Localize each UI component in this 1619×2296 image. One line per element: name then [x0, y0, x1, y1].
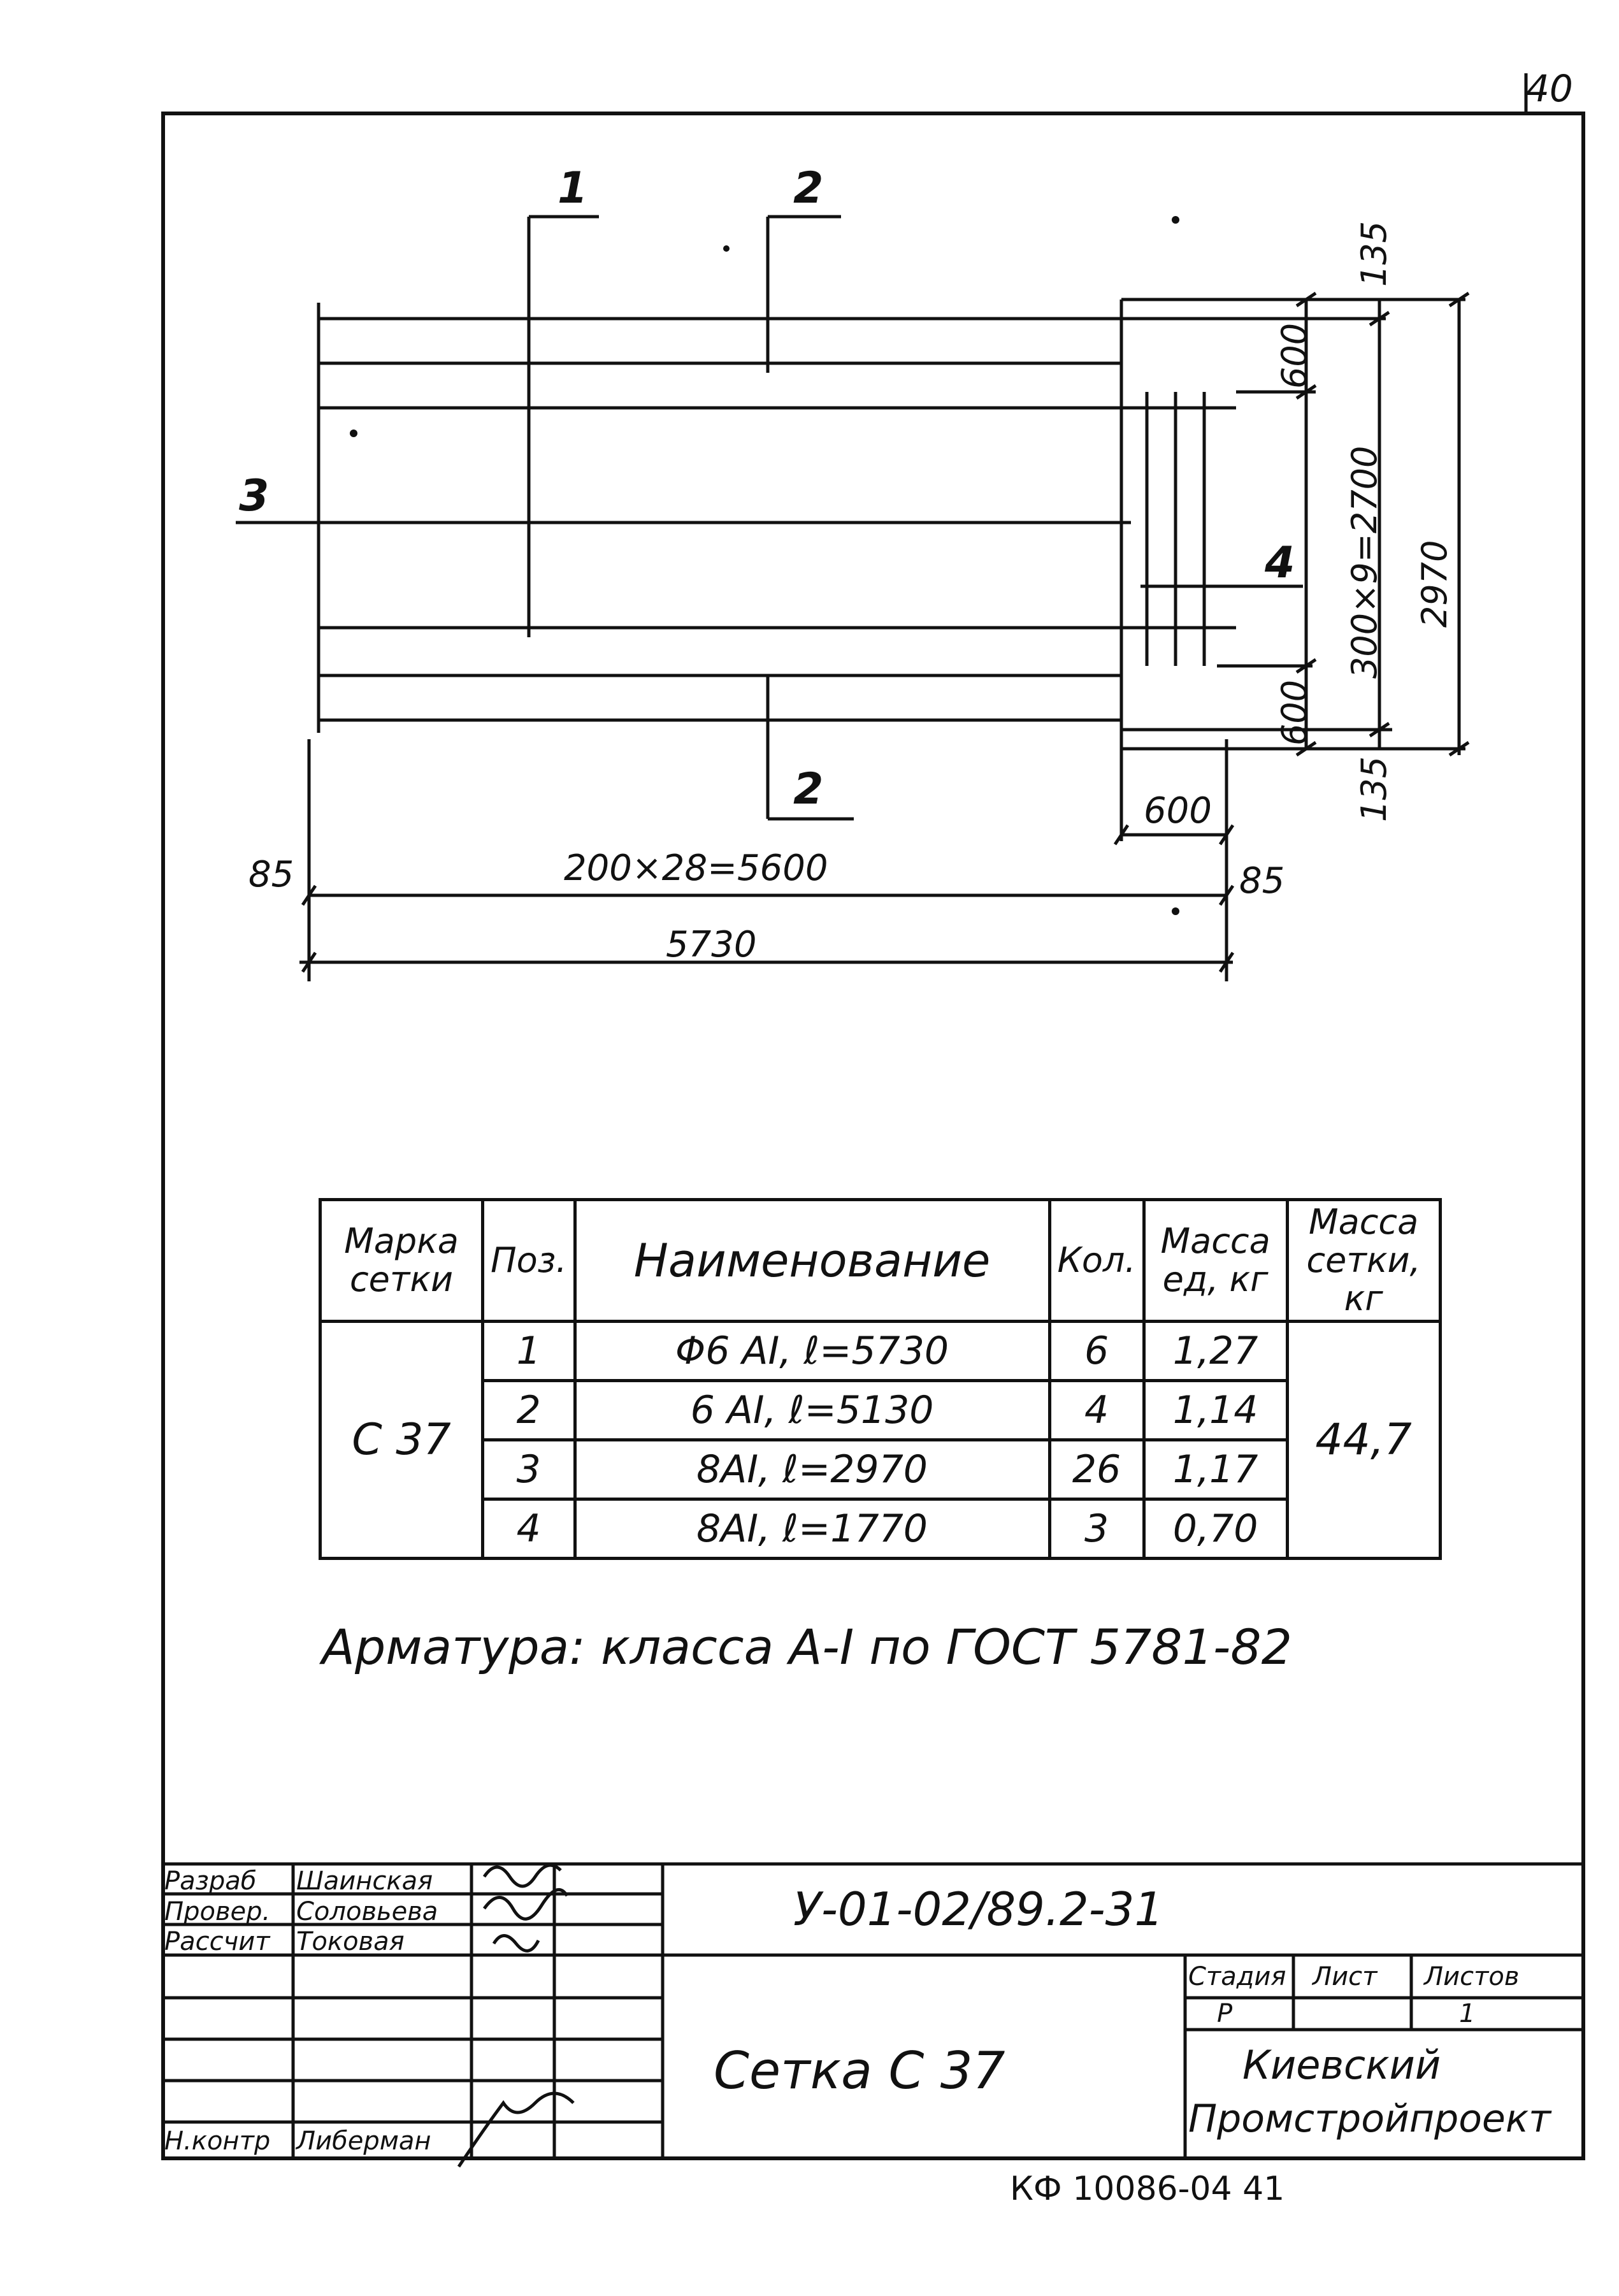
sheet-label: Лист: [1313, 1962, 1378, 1991]
dim-overall-length: 5730: [666, 924, 757, 965]
table-row: [320, 1440, 1441, 1499]
row-pos: 3: [483, 1440, 575, 1499]
row-name: 8АI, ℓ=2970: [575, 1440, 1049, 1499]
dim-bottom-step: 600: [1144, 790, 1212, 832]
stage-label: Стадия: [1188, 1962, 1286, 1991]
table-row: [320, 1499, 1441, 1559]
position-3-label: 3: [239, 471, 270, 521]
header-mark: Марка сетки: [320, 1200, 483, 1322]
mesh-mark: С 37: [320, 1322, 483, 1559]
dim-right-margin: 85: [1239, 860, 1285, 902]
sheets-value: 1: [1459, 1999, 1476, 2028]
row-qty: 26: [1049, 1440, 1144, 1499]
row-mass: 1,27: [1144, 1322, 1287, 1381]
header-qty: Кол.: [1049, 1200, 1144, 1322]
mesh-total-mass: 44,7: [1287, 1322, 1440, 1559]
name-checker: Соловьева: [296, 1897, 438, 1926]
role-norm-control: Н.контр: [164, 2126, 271, 2156]
name-developer: Шаинская: [296, 1866, 433, 1896]
row-qty: 6: [1049, 1322, 1144, 1381]
row-name: 8АI, ℓ=1770: [575, 1499, 1049, 1559]
row-qty: 4: [1049, 1381, 1144, 1440]
organization-line2: Промстройпроект: [1188, 2097, 1551, 2141]
organization-line1: Киевский: [1242, 2042, 1441, 2088]
position-1-label: 1: [558, 163, 588, 213]
sheets-label: Листов: [1424, 1962, 1520, 1991]
dim-top-135: 135: [1354, 220, 1394, 287]
row-name: 6 АI, ℓ=5130: [575, 1381, 1049, 1440]
dim-left-margin: 85: [248, 854, 294, 895]
row-mass: 1,14: [1144, 1381, 1287, 1440]
table-row: [320, 1381, 1441, 1440]
stage-value: Р: [1217, 1999, 1233, 2028]
header-total-mass: Масса сетки, кг: [1287, 1200, 1440, 1322]
row-pos: 1: [483, 1322, 575, 1381]
header-unit-mass: Масса ед, кг: [1144, 1200, 1287, 1322]
dim-bottom-600: 600: [1274, 679, 1314, 746]
dim-bottom-135: 135: [1354, 756, 1394, 822]
row-mass: 0,70: [1144, 1499, 1287, 1559]
dim-mid-spacing: 300×9=2700: [1344, 445, 1385, 679]
reinforcement-note: Арматура: класса А-I по ГОСТ 5781-82: [322, 1619, 1293, 1675]
drawing-title: Сетка С 37: [714, 2041, 1005, 2100]
position-2-top-label: 2: [793, 163, 824, 213]
specification-table: [319, 1198, 1442, 1560]
row-mass: 1,17: [1144, 1440, 1287, 1499]
row-pos: 4: [483, 1499, 575, 1559]
row-pos: 2: [483, 1381, 575, 1440]
sheet-number: 40: [1526, 67, 1573, 110]
header-pos: Поз.: [483, 1200, 575, 1322]
name-calculator: Токовая: [296, 1927, 405, 1956]
role-calculator: Рассчит: [164, 1927, 270, 1956]
role-checker: Провер.: [164, 1897, 271, 1926]
dim-spacing-total: 200×28=5600: [564, 848, 828, 889]
row-qty: 3: [1049, 1499, 1144, 1559]
position-2-bottom-label: 2: [793, 764, 824, 814]
role-developer: Разраб: [164, 1866, 257, 1896]
dim-top-600: 600: [1274, 322, 1314, 389]
row-name: Φ6 АI, ℓ=5730: [575, 1322, 1049, 1381]
table-row: [320, 1322, 1441, 1381]
archive-stamp: КФ 10086-04 41: [1010, 2170, 1285, 2208]
header-name: Наименование: [575, 1200, 1049, 1322]
name-norm-control: Либерман: [296, 2126, 431, 2156]
position-4-label: 4: [1265, 538, 1295, 588]
dim-overall-width: 2970: [1414, 540, 1455, 628]
document-code: У-01-02/89.2-31: [793, 1882, 1164, 1936]
